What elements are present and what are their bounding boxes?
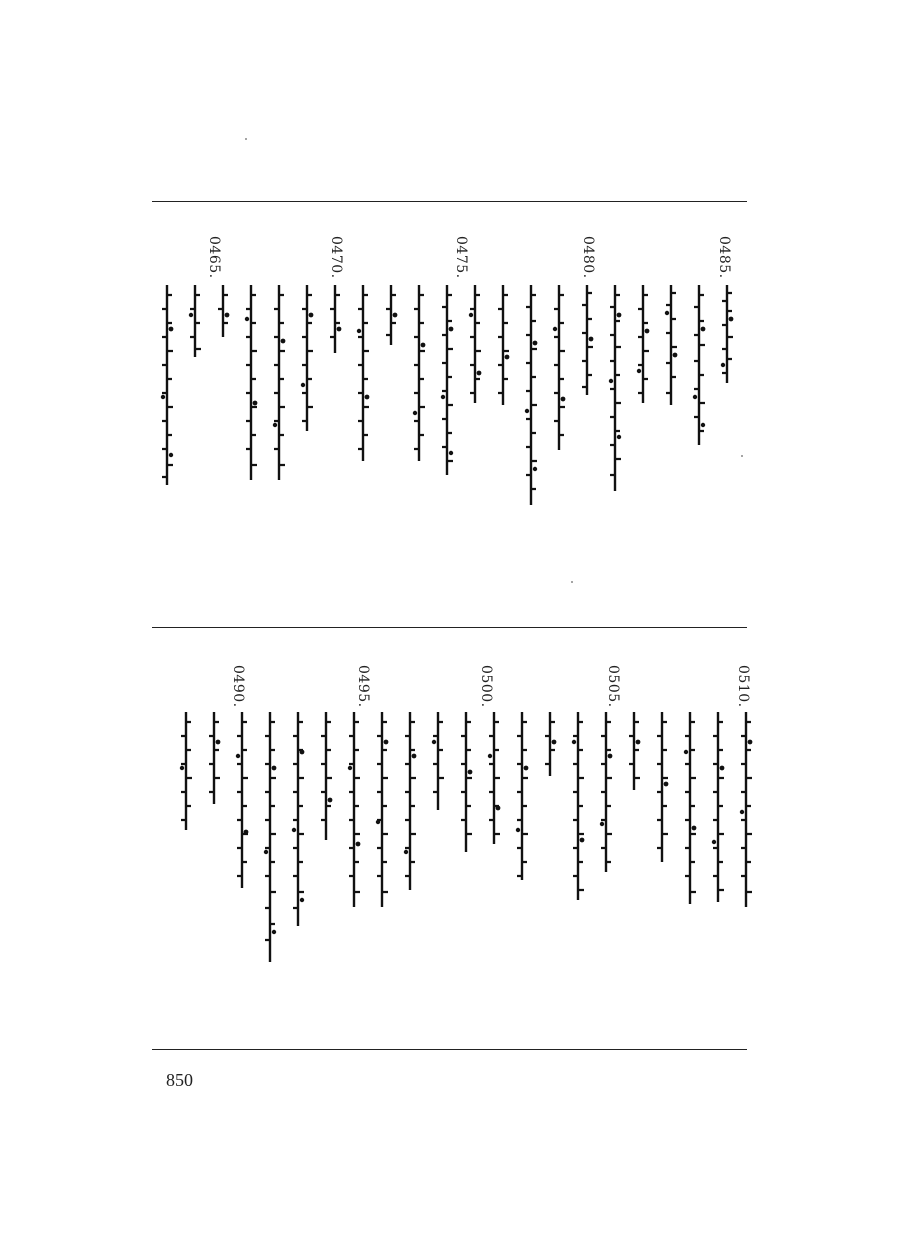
verse-number-0505: 0505. <box>605 665 621 708</box>
script-line <box>515 712 529 880</box>
bottom-rule <box>152 1049 747 1050</box>
script-line <box>160 285 174 485</box>
verse-number-0490: 0490. <box>230 665 246 708</box>
script-line <box>608 285 622 491</box>
script-line <box>291 712 305 926</box>
script-line <box>468 285 482 403</box>
script-line <box>580 285 594 395</box>
script-line <box>720 285 734 383</box>
scan-speck <box>741 455 743 457</box>
verse-number-0475: 0475. <box>453 236 469 279</box>
script-line <box>440 285 454 475</box>
script-line <box>216 285 230 337</box>
script-line <box>655 712 669 862</box>
script-line <box>552 285 566 450</box>
verse-number-0480: 0480. <box>580 236 596 279</box>
script-line <box>356 285 370 461</box>
script-line <box>543 712 557 776</box>
scan-speck <box>245 138 247 140</box>
top-rule <box>152 201 747 202</box>
script-line <box>319 712 333 840</box>
verse-number-0485: 0485. <box>716 236 732 279</box>
script-line <box>496 285 510 405</box>
script-line <box>403 712 417 890</box>
script-line <box>431 712 445 810</box>
script-line <box>412 285 426 461</box>
script-line <box>711 712 725 902</box>
script-line <box>188 285 202 357</box>
script-line <box>300 285 314 431</box>
script-line <box>487 712 501 844</box>
script-line <box>384 285 398 345</box>
middle-rule <box>152 627 747 628</box>
scan-speck <box>571 581 573 583</box>
script-line <box>739 712 753 907</box>
verse-number-0470: 0470. <box>328 236 344 279</box>
script-line <box>263 712 277 962</box>
verse-number-0510: 0510. <box>735 665 751 708</box>
script-line <box>328 285 342 353</box>
script-line <box>459 712 473 852</box>
script-line <box>692 285 706 445</box>
script-line <box>179 712 193 830</box>
script-line <box>627 712 641 790</box>
script-line <box>683 712 697 904</box>
script-line <box>524 285 538 505</box>
script-line <box>347 712 361 907</box>
script-line <box>664 285 678 405</box>
script-line <box>599 712 613 872</box>
script-line <box>235 712 249 888</box>
script-line <box>272 285 286 480</box>
verse-number-0495: 0495. <box>355 665 371 708</box>
script-line <box>571 712 585 900</box>
page-number: 850 <box>166 1070 193 1090</box>
verse-number-0465: 0465. <box>206 236 222 279</box>
script-line <box>636 285 650 403</box>
verse-number-0500: 0500. <box>478 665 494 708</box>
script-line <box>207 712 221 804</box>
script-line <box>244 285 258 480</box>
script-line <box>375 712 389 907</box>
